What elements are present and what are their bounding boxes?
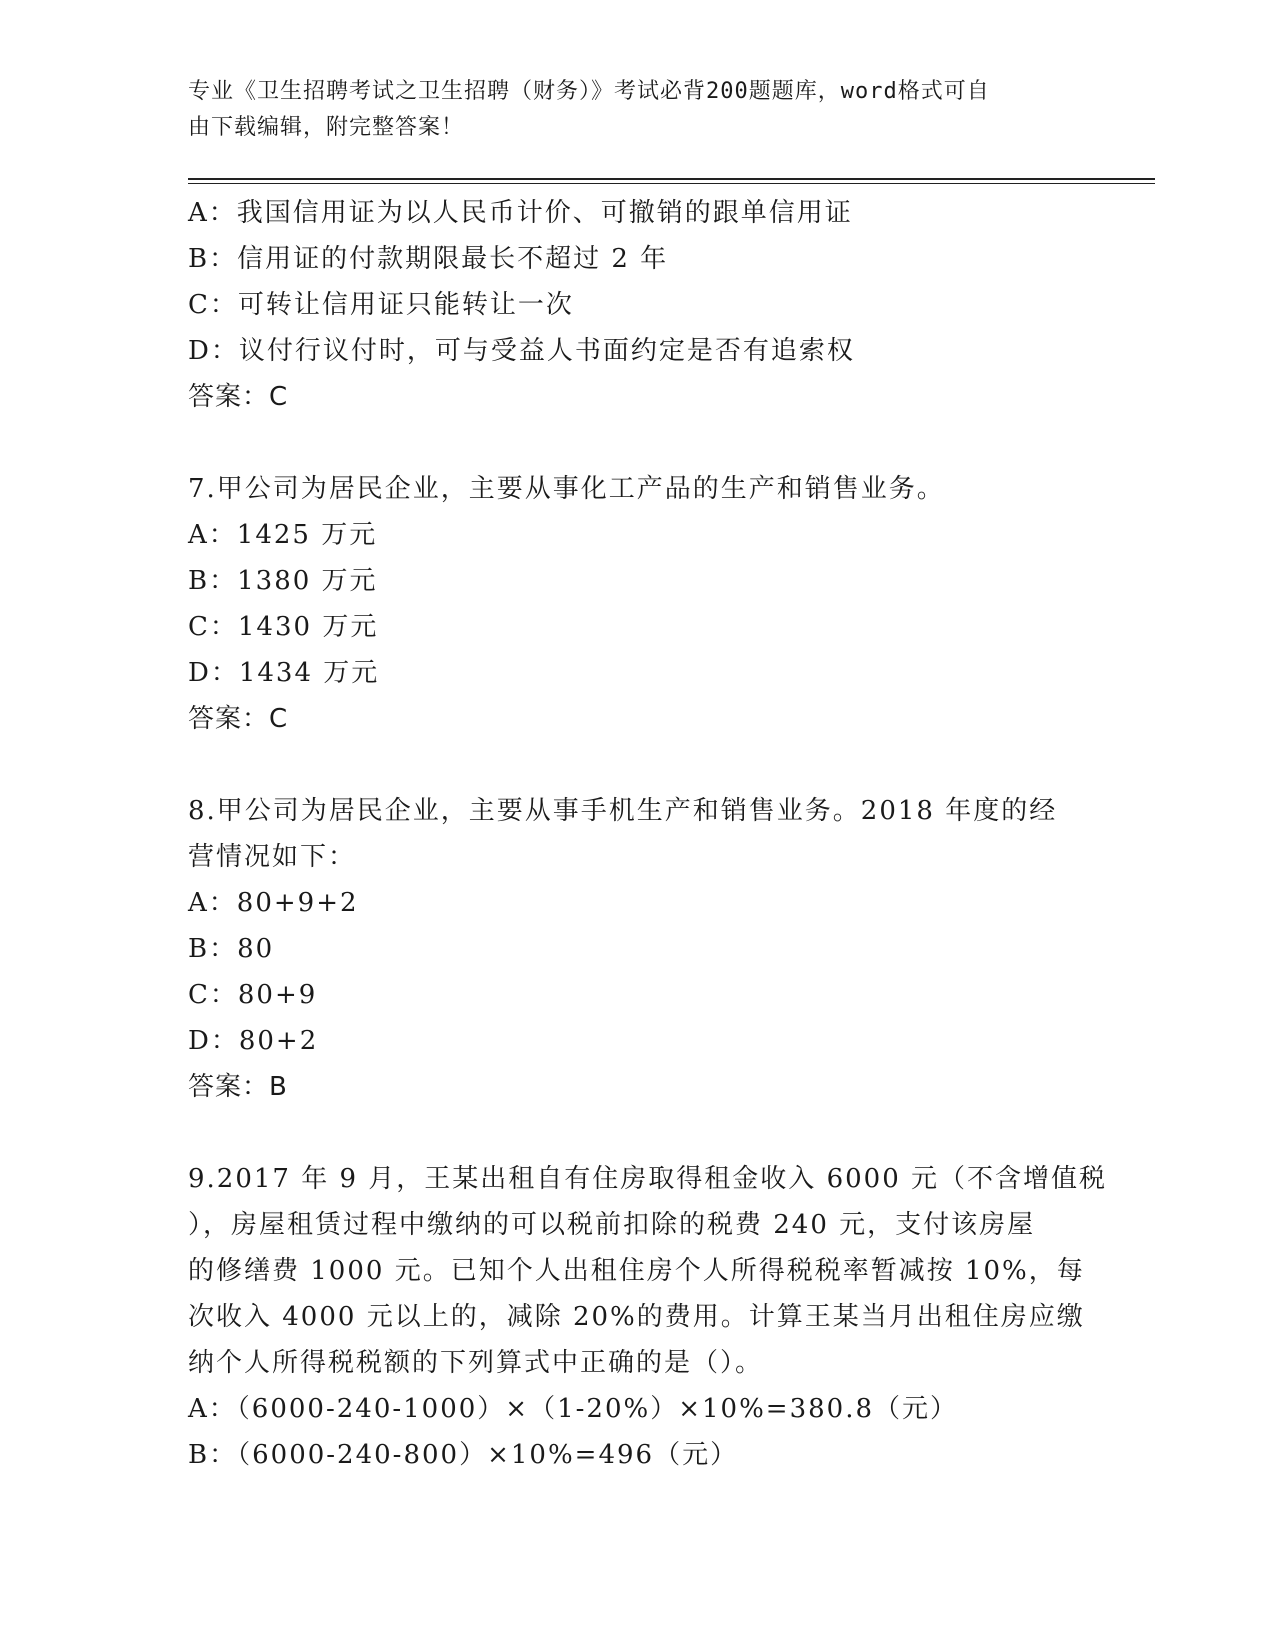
header-divider-thick [188, 178, 1155, 180]
question-8 [188, 788, 1088, 1110]
header-line-1: 专业《卫生招聘考试之卫生招聘（财务）》考试必背200题题库，word格式可自 [188, 79, 990, 104]
option-b: B：80 [188, 934, 275, 964]
spacer [188, 420, 1088, 466]
option-d: D：议付行议付时，可与受益人书面约定是否有追索权 [188, 336, 855, 366]
question-stem: 7.甲公司为居民企业，主要从事化工产品的生产和销售业务。 [188, 474, 945, 504]
question-7 [188, 466, 1088, 742]
option-a: A：（6000-240-1000）×（1-20%）×10%=380.8（元） [188, 1394, 959, 1424]
header-divider-thin [188, 183, 1155, 184]
answer: 答案：C [188, 382, 289, 412]
option-c: C：80+9 [188, 980, 318, 1010]
option-b: B：信用证的付款期限最长不超过 2 年 [188, 244, 669, 274]
question-stem-line-1: 9.2017 年 9 月，王某出租自有住房取得租金收入 6000 元（不含增值税 [188, 1164, 1108, 1194]
question-stem-line-4: 次收入 4000 元以上的，减除 20%的费用。计算王某当月出租住房应缴 [188, 1302, 1085, 1332]
question-9 [188, 1156, 1108, 1478]
option-d: D：80+2 [188, 1026, 319, 1056]
question-stem-line-5: 纳个人所得税税额的下列算式中正确的是（）。 [188, 1348, 764, 1378]
question-list [188, 190, 1108, 1478]
spacer [188, 742, 1088, 788]
option-b: B：1380 万元 [188, 566, 378, 596]
answer: 答案：C [188, 704, 289, 734]
answer: 答案：B [188, 1072, 288, 1102]
option-c: C：可转让信用证只能转让一次 [188, 290, 574, 320]
question-stem-line-2: ），房屋租赁过程中缴纳的可以税前扣除的税费 240 元，支付该房屋 [188, 1210, 1036, 1240]
question-stem-line-3: 的修缮费 1000 元。已知个人出租住房个人所得税税率暂减按 10%，每 [188, 1256, 1085, 1286]
spacer [188, 1110, 1088, 1156]
option-b: B：（6000-240-800）×10%=496（元） [188, 1440, 739, 1470]
question-stem-line-1: 8.甲公司为居民企业，主要从事手机生产和销售业务。2018 年度的经 [188, 796, 1058, 826]
option-a: A：1425 万元 [188, 520, 378, 550]
question-6 [188, 190, 1088, 420]
question-stem-line-2: 营情况如下： [188, 842, 357, 872]
document-header [188, 74, 1088, 146]
header-line-2: 由下载编辑，附完整答案！ [188, 115, 465, 140]
option-c: C：1430 万元 [188, 612, 379, 642]
option-d: D：1434 万元 [188, 658, 380, 688]
option-a: A：我国信用证为以人民币计价、可撤销的跟单信用证 [188, 198, 853, 228]
option-a: A：80+9+2 [188, 888, 359, 918]
